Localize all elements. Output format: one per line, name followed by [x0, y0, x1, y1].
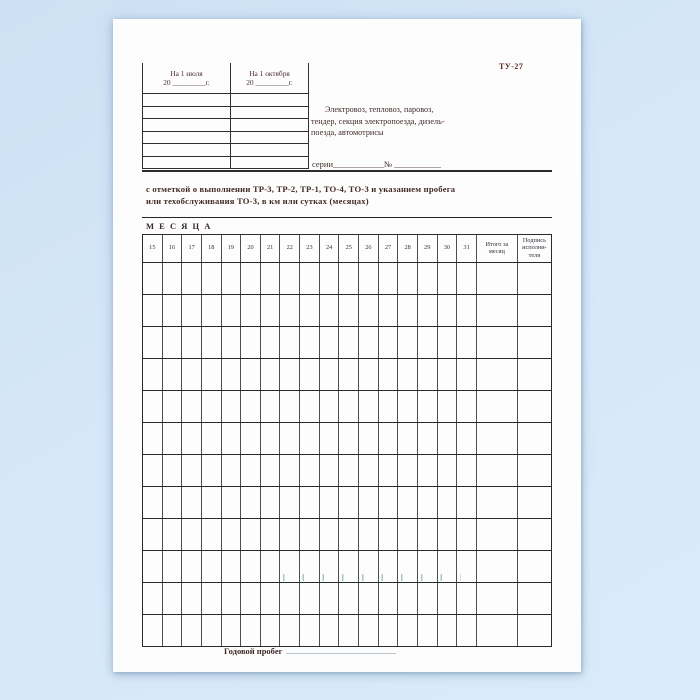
- day-cell: [338, 487, 358, 518]
- day-cell: [358, 327, 378, 358]
- day-column-header: 25: [338, 235, 358, 262]
- series-number-line: серии____________№ ___________: [312, 159, 441, 169]
- day-cell: [162, 583, 182, 614]
- annual-mileage-blank: [286, 645, 396, 654]
- day-cell: [143, 423, 162, 454]
- main-table: [142, 217, 552, 647]
- day-cell: [221, 615, 241, 646]
- signature-header-line: исполни-: [522, 244, 547, 252]
- day-cell: [338, 327, 358, 358]
- day-cell: [437, 359, 457, 390]
- day-cell: [397, 519, 417, 550]
- day-cell: [181, 519, 201, 550]
- day-cell: [378, 263, 398, 294]
- total-cell: [476, 295, 517, 326]
- upper-table-column-1: [142, 63, 230, 168]
- total-cell: [476, 423, 517, 454]
- day-cell: [181, 615, 201, 646]
- day-column-header: 23: [299, 235, 319, 262]
- upper-table-empty-cell: [231, 131, 308, 144]
- day-cell: [299, 583, 319, 614]
- upper-table-empty-cell: [231, 143, 308, 156]
- day-cell: [260, 583, 280, 614]
- day-cell: [279, 359, 299, 390]
- day-cell: [221, 423, 241, 454]
- day-column-header: 28: [397, 235, 417, 262]
- day-cell: [162, 455, 182, 486]
- table-row: [143, 326, 551, 358]
- day-cell: [279, 519, 299, 550]
- day-cell: [143, 359, 162, 390]
- day-cell: [338, 263, 358, 294]
- day-cell: [319, 391, 339, 422]
- table-row: [143, 614, 551, 646]
- total-column-header: [476, 235, 517, 262]
- day-cell: [201, 423, 221, 454]
- signature-cell: [517, 359, 551, 390]
- day-column-header: 29: [417, 235, 437, 262]
- day-cell: [221, 487, 241, 518]
- day-column-header: 31: [456, 235, 476, 262]
- upper-table-empty-cell: [231, 156, 308, 169]
- table-row: [143, 262, 551, 294]
- day-cell: [221, 583, 241, 614]
- day-cell: [260, 455, 280, 486]
- day-cell: [260, 295, 280, 326]
- day-cell: [417, 423, 437, 454]
- annual-mileage-label: Годовой пробег: [224, 646, 283, 656]
- table-row: [143, 390, 551, 422]
- day-cell: [299, 263, 319, 294]
- day-column-header: 18: [201, 235, 221, 262]
- day-column-header: 16: [162, 235, 182, 262]
- upper-table-year-line: 20 _________г.: [163, 78, 210, 87]
- total-cell: [476, 391, 517, 422]
- day-cell: [358, 455, 378, 486]
- day-cell: [437, 423, 457, 454]
- maintenance-note: [146, 184, 526, 207]
- day-cell: [181, 327, 201, 358]
- day-cell: [221, 327, 241, 358]
- day-cell: [240, 583, 260, 614]
- day-cell: [299, 423, 319, 454]
- day-cell: [221, 455, 241, 486]
- day-cell: [456, 295, 476, 326]
- day-column-header: 21: [260, 235, 280, 262]
- day-cell: [181, 583, 201, 614]
- day-cell: [338, 519, 358, 550]
- day-cell: [358, 391, 378, 422]
- day-cell: [240, 359, 260, 390]
- day-cell: [417, 391, 437, 422]
- day-cell: [260, 391, 280, 422]
- total-cell: [476, 327, 517, 358]
- day-cell: [437, 295, 457, 326]
- day-cell: [456, 391, 476, 422]
- upper-table-empty-cell: [143, 156, 230, 169]
- signature-cell: [517, 551, 551, 582]
- day-cell: [162, 423, 182, 454]
- day-cell: [201, 455, 221, 486]
- day-cell: [260, 327, 280, 358]
- day-cell: [299, 327, 319, 358]
- day-cell: [240, 295, 260, 326]
- main-table-body: [143, 262, 551, 646]
- day-column-header: 30: [437, 235, 457, 262]
- day-cell: [240, 551, 260, 582]
- day-cell: [279, 615, 299, 646]
- day-cell: [299, 487, 319, 518]
- day-cell: [201, 327, 221, 358]
- day-cell: [319, 423, 339, 454]
- day-cell: [143, 391, 162, 422]
- day-cell: [279, 455, 299, 486]
- signature-column-header: [517, 235, 551, 262]
- day-cell: [437, 455, 457, 486]
- upper-table-empty-cell: [143, 106, 230, 119]
- day-cell: [240, 519, 260, 550]
- day-cell: [417, 487, 437, 518]
- day-cell: [162, 359, 182, 390]
- day-cell: [240, 263, 260, 294]
- day-cell: [299, 519, 319, 550]
- table-row: [143, 486, 551, 518]
- signature-cell: [517, 455, 551, 486]
- total-cell: [476, 583, 517, 614]
- day-cell: [240, 423, 260, 454]
- day-cell: [162, 391, 182, 422]
- day-cell: [417, 455, 437, 486]
- table-row: [143, 422, 551, 454]
- day-cell: [338, 423, 358, 454]
- day-cell: [456, 455, 476, 486]
- day-cell: [378, 519, 398, 550]
- day-cell: [397, 423, 417, 454]
- total-cell: [476, 263, 517, 294]
- signature-cell: [517, 519, 551, 550]
- day-cell: [378, 391, 398, 422]
- day-cell: [181, 551, 201, 582]
- day-cell: [437, 615, 457, 646]
- day-cell: [378, 295, 398, 326]
- day-cell: [201, 615, 221, 646]
- upper-table-empty-cell: [231, 106, 308, 119]
- day-cell: [378, 615, 398, 646]
- upper-table-empty-cell: [231, 93, 308, 106]
- day-cell: [260, 519, 280, 550]
- day-cell: [397, 487, 417, 518]
- day-cell: [181, 455, 201, 486]
- day-cell: [260, 359, 280, 390]
- day-cell: [338, 455, 358, 486]
- day-cell: [143, 551, 162, 582]
- table-row: [143, 454, 551, 486]
- day-cell: [143, 487, 162, 518]
- day-cell: [279, 327, 299, 358]
- day-cell: [201, 391, 221, 422]
- day-cell: [162, 519, 182, 550]
- day-cell: [417, 295, 437, 326]
- note-line-2: или техобслуживания ТО-3, в км или сутках (месяцах): [146, 195, 369, 206]
- day-cell: [279, 295, 299, 326]
- day-cell: [319, 519, 339, 550]
- table-row: [143, 518, 551, 550]
- day-cell: [456, 423, 476, 454]
- day-cell: [279, 391, 299, 422]
- day-cell: [338, 583, 358, 614]
- day-cell: [358, 615, 378, 646]
- day-cell: [378, 455, 398, 486]
- day-cell: [181, 423, 201, 454]
- signature-cell: [517, 615, 551, 646]
- day-cell: [162, 487, 182, 518]
- day-cell: [338, 615, 358, 646]
- day-cell: [437, 519, 457, 550]
- day-cell: [260, 551, 280, 582]
- day-cell: [201, 295, 221, 326]
- day-cell: [397, 263, 417, 294]
- day-column-header: 15: [149, 244, 156, 252]
- day-cell: [221, 263, 241, 294]
- day-cell: [397, 327, 417, 358]
- day-cell: [437, 327, 457, 358]
- day-cell: [201, 551, 221, 582]
- horizontal-rule: [142, 170, 552, 172]
- day-cell: [417, 359, 437, 390]
- day-cell: [397, 583, 417, 614]
- signature-cell: [517, 391, 551, 422]
- day-cell: [319, 583, 339, 614]
- day-cell: [338, 391, 358, 422]
- day-cell: [417, 583, 437, 614]
- day-cell: [162, 615, 182, 646]
- table-row: [143, 358, 551, 390]
- day-cell: [143, 263, 162, 294]
- day-cell: [319, 263, 339, 294]
- day-cell: [299, 391, 319, 422]
- main-table-title: М Е С Я Ц А: [142, 217, 552, 234]
- signature-cell: [517, 583, 551, 614]
- day-cell: [240, 327, 260, 358]
- total-header-line: Итого за: [485, 240, 509, 248]
- upper-table-column-title: На 1 октября: [249, 69, 290, 78]
- day-cell: [319, 327, 339, 358]
- watermark-remnant: [283, 574, 461, 581]
- upper-table-year-line: 20 _________г.: [246, 78, 293, 87]
- day-cell: [397, 295, 417, 326]
- day-cell: [279, 423, 299, 454]
- upper-table-column-header: [143, 63, 230, 93]
- day-cell: [143, 583, 162, 614]
- day-cell: [437, 583, 457, 614]
- total-cell: [476, 519, 517, 550]
- day-cell: [456, 327, 476, 358]
- day-column-header: 26: [358, 235, 378, 262]
- day-cell: [456, 359, 476, 390]
- day-cell: [221, 551, 241, 582]
- day-cell: [417, 519, 437, 550]
- day-cell: [299, 615, 319, 646]
- day-cell: [143, 455, 162, 486]
- signature-header-line: Подпись: [522, 237, 546, 245]
- table-row: [143, 294, 551, 326]
- day-column-header: 27: [378, 235, 398, 262]
- day-cell: [279, 263, 299, 294]
- day-cell: [319, 487, 339, 518]
- upper-table: [142, 63, 309, 169]
- upper-table-empty-cell: [143, 131, 230, 144]
- day-cell: [240, 615, 260, 646]
- day-cell: [378, 359, 398, 390]
- day-cell: [437, 391, 457, 422]
- day-cell: [279, 583, 299, 614]
- upper-table-empty-cell: [143, 143, 230, 156]
- signature-header-line: теля: [528, 251, 541, 259]
- upper-table-empty-cell: [231, 118, 308, 131]
- day-cell: [260, 615, 280, 646]
- day-cell: [378, 327, 398, 358]
- day-cell: [143, 519, 162, 550]
- day-cell: [397, 391, 417, 422]
- day-cell: [299, 295, 319, 326]
- day-cell: [456, 519, 476, 550]
- day-cell: [181, 487, 201, 518]
- day-cell: [358, 487, 378, 518]
- day-cell: [221, 391, 241, 422]
- signature-cell: [517, 263, 551, 294]
- day-cell: [181, 295, 201, 326]
- day-cell: [338, 295, 358, 326]
- day-cell: [378, 583, 398, 614]
- day-cell: [437, 487, 457, 518]
- day-cell: [201, 519, 221, 550]
- day-cell: [181, 391, 201, 422]
- day-cell: [456, 583, 476, 614]
- day-cell: [397, 615, 417, 646]
- day-cell: [201, 359, 221, 390]
- day-cell: [299, 455, 319, 486]
- day-cell: [240, 487, 260, 518]
- day-cell: [319, 455, 339, 486]
- day-cell: [417, 615, 437, 646]
- day-cell: [456, 487, 476, 518]
- day-cell: [221, 295, 241, 326]
- day-cell: [143, 615, 162, 646]
- day-cell: [260, 423, 280, 454]
- form-code-label: ТУ-27: [499, 62, 524, 71]
- day-cell: [201, 263, 221, 294]
- signature-cell: [517, 295, 551, 326]
- scanned-form-page: [113, 19, 581, 672]
- upper-table-column-title: На 1 июля: [170, 69, 203, 78]
- day-cell: [358, 359, 378, 390]
- day-cell: [456, 615, 476, 646]
- total-cell: [476, 455, 517, 486]
- vehicle-line-3: поезда, автомотрисы: [311, 128, 384, 138]
- day-cell: [358, 423, 378, 454]
- day-cell: [437, 263, 457, 294]
- day-column-header: 19: [221, 235, 241, 262]
- main-table-grid: [142, 234, 552, 647]
- day-cell: [260, 487, 280, 518]
- upper-table-empty-cell: [143, 118, 230, 131]
- day-cell: [240, 391, 260, 422]
- day-cell: [162, 551, 182, 582]
- day-cell: [358, 295, 378, 326]
- signature-cell: [517, 487, 551, 518]
- day-column-header: 17: [181, 235, 201, 262]
- day-cell: [299, 359, 319, 390]
- day-column-header: 20: [240, 235, 260, 262]
- total-cell: [476, 487, 517, 518]
- day-cell: [221, 519, 241, 550]
- day-cell: [319, 615, 339, 646]
- day-cell: [417, 263, 437, 294]
- note-line-1: с отметкой о выполнении ТР-3, ТР-2, ТР-1, ТО-4, ТО-3 и указанием пробега: [146, 184, 456, 194]
- vehicle-line-1: Электровоз, тепловоз, паровоз,: [325, 105, 434, 114]
- day-column-header: 22: [279, 235, 299, 262]
- day-cell: [378, 487, 398, 518]
- signature-cell: [517, 423, 551, 454]
- day-cell: [358, 519, 378, 550]
- day-column-header: 24: [319, 235, 339, 262]
- main-table-header-row: [143, 234, 551, 262]
- day-cell: [162, 327, 182, 358]
- day-cell: [201, 487, 221, 518]
- day-cell: [201, 583, 221, 614]
- day-cell: [279, 487, 299, 518]
- day-cell: [358, 263, 378, 294]
- vehicle-line-2: тендер, секция электропоезда, дизель-: [311, 116, 445, 126]
- day-cell: [456, 263, 476, 294]
- vehicle-types-text: [311, 104, 469, 139]
- day-cell: [162, 263, 182, 294]
- upper-table-column-2: [230, 63, 308, 168]
- day-cell: [397, 455, 417, 486]
- day-cell: [319, 295, 339, 326]
- table-row: [143, 582, 551, 614]
- day-cell: [221, 359, 241, 390]
- day-cell: [181, 359, 201, 390]
- day-cell: [181, 263, 201, 294]
- day-cell: [319, 359, 339, 390]
- day-cell: [240, 455, 260, 486]
- day-cell: [260, 263, 280, 294]
- day-cell: [162, 295, 182, 326]
- day-cell: [143, 295, 162, 326]
- total-header-line: месяц: [488, 248, 505, 255]
- day-cell: [378, 423, 398, 454]
- upper-table-empty-cell: [143, 93, 230, 106]
- signature-cell: [517, 327, 551, 358]
- day-cell: [358, 583, 378, 614]
- total-cell: [476, 551, 517, 582]
- upper-table-column-header: [231, 63, 308, 93]
- day-cell: [397, 359, 417, 390]
- annual-mileage-row: [224, 645, 396, 656]
- total-cell: [476, 615, 517, 646]
- total-cell: [476, 359, 517, 390]
- day-cell: [417, 327, 437, 358]
- day-cell: [143, 327, 162, 358]
- day-cell: [338, 359, 358, 390]
